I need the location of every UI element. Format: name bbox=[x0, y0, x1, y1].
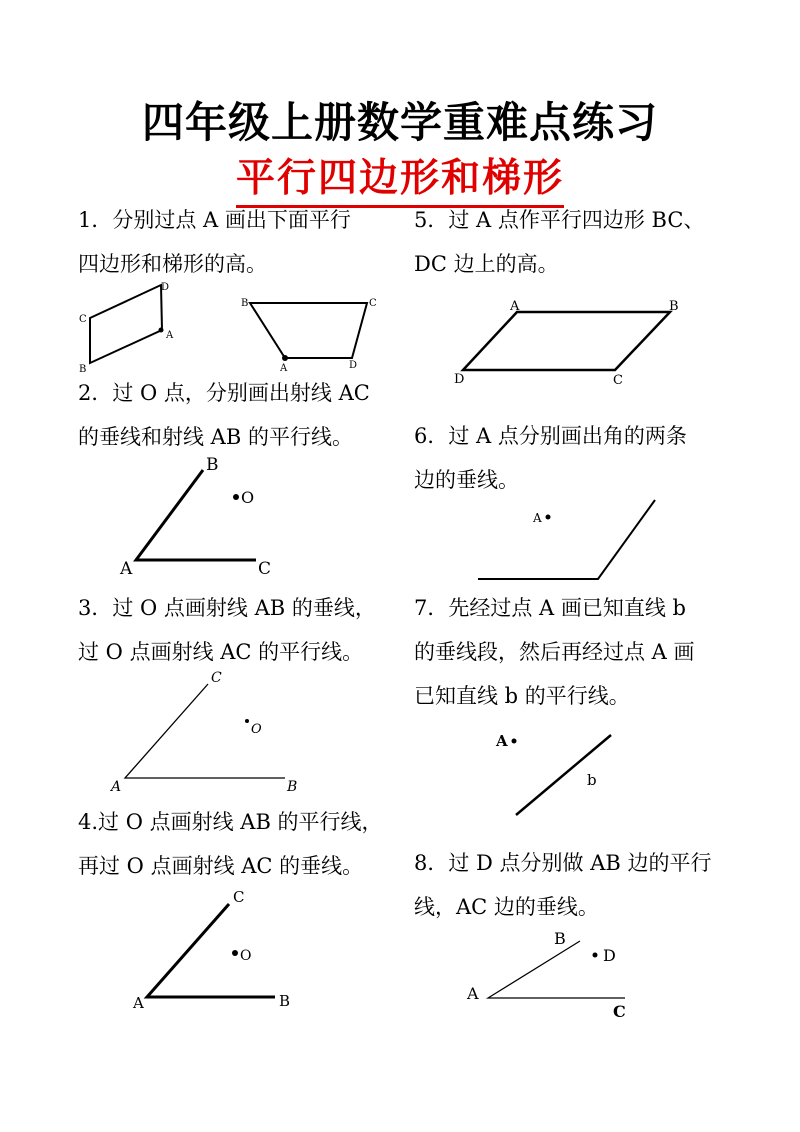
question-7-line-2: 的垂线段，然后再经过点 A 画 bbox=[414, 640, 695, 664]
q3-label-o: O bbox=[251, 722, 262, 737]
q5-label-d: D bbox=[454, 372, 465, 387]
q8-label-a: A bbox=[467, 984, 479, 1003]
question-7-line-3: 已知直线 b 的平行线。 bbox=[414, 684, 630, 708]
question-1-line-2: 四边形和梯形的高。 bbox=[78, 252, 267, 276]
q1b-label-b: B bbox=[241, 298, 249, 309]
q5-label-b: B bbox=[669, 299, 679, 314]
question-7-line-1: 7．先经过点 A 画已知直线 b bbox=[414, 596, 686, 620]
q8-label-c: C bbox=[613, 1002, 626, 1021]
q7-label-b: b bbox=[587, 771, 597, 789]
q1b-label-a: A bbox=[280, 363, 288, 374]
q4-label-b: B bbox=[279, 992, 291, 1010]
q1b-label-c: C bbox=[369, 298, 377, 309]
q4-label-c: C bbox=[233, 888, 245, 906]
q2-label-c: C bbox=[258, 559, 272, 579]
question-8-line-2: 线，AC 边的垂线。 bbox=[414, 895, 599, 919]
q2-label-o: O bbox=[241, 488, 255, 507]
page-title: 四年级上册数学重难点练习 bbox=[141, 98, 658, 147]
question-1-line-1: 1．分别过点 A 画出下面平行 bbox=[78, 208, 351, 232]
q3-label-c: C bbox=[211, 670, 222, 686]
q1a-label-b: B bbox=[79, 364, 87, 375]
q3-label-b: B bbox=[287, 779, 298, 795]
q5-label-a: A bbox=[510, 299, 520, 314]
question-6-line-1: 6．过 A 点分别画出角的两条 bbox=[414, 424, 687, 448]
q5-label-c: C bbox=[613, 373, 623, 388]
question-2-line-1: 2．过 O 点，分别画出射线 AC bbox=[78, 381, 370, 405]
question-4-line-1: 4.过 O 点画射线 AB 的平行线， bbox=[78, 810, 383, 834]
question-8-line-1: 8．过 D 点分别做 AB 边的平行 bbox=[414, 851, 712, 875]
page-subtitle: 平行四边形和梯形 bbox=[0, 147, 800, 208]
q2-label-a: A bbox=[120, 559, 133, 579]
q8-label-b: B bbox=[554, 929, 566, 948]
q1b-label-d: D bbox=[349, 360, 358, 371]
q1a-label-a: A bbox=[166, 330, 174, 341]
q1a-label-c: C bbox=[79, 314, 87, 325]
q7-label-a: A bbox=[496, 732, 508, 750]
question-3-line-2: 过 O 点画射线 AC 的平行线。 bbox=[78, 640, 364, 664]
q4-label-a: A bbox=[133, 994, 144, 1012]
question-3-line-1: 3．过 O 点画射线 AB 的垂线， bbox=[78, 596, 376, 620]
q2-label-b: B bbox=[206, 455, 219, 475]
q8-label-d: D bbox=[603, 946, 616, 965]
q6-label-a: A bbox=[533, 511, 542, 525]
q3-label-a: A bbox=[111, 779, 122, 795]
question-5-line-2: DC 边上的高。 bbox=[414, 252, 559, 276]
q4-label-o: O bbox=[240, 948, 252, 964]
question-5-line-1: 5．过 A 点作平行四边形 BC、 bbox=[414, 208, 705, 232]
question-2-line-2: 的垂线和射线 AB 的平行线。 bbox=[78, 425, 353, 449]
question-4-line-2: 再过 O 点画射线 AC 的垂线。 bbox=[78, 854, 364, 878]
question-6-line-2: 边的垂线。 bbox=[414, 468, 519, 492]
q1a-label-d: D bbox=[161, 282, 170, 293]
